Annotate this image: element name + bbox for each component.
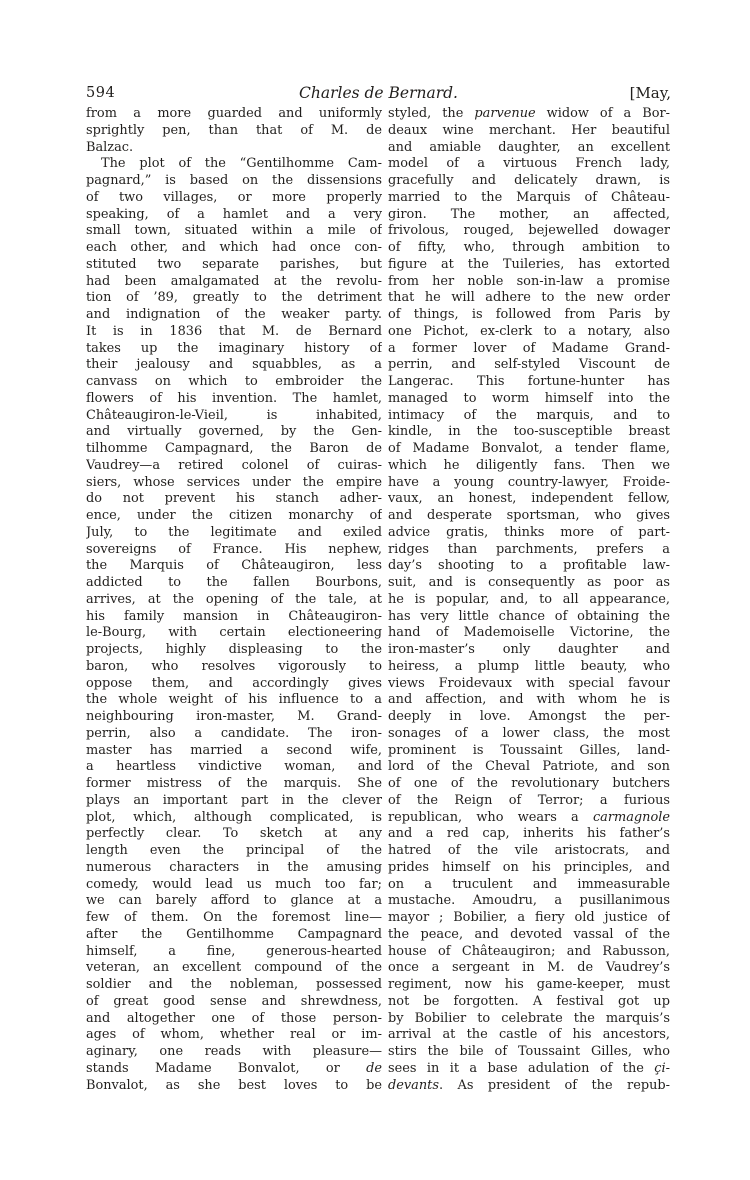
text-line bbox=[388, 391, 670, 408]
text-run: hatred of the vile aristocrats, and bbox=[388, 843, 670, 858]
text-run: and affection, and with whom he is bbox=[388, 692, 670, 708]
text-run: a heartless vindictive woman, and bbox=[86, 759, 382, 775]
text-line bbox=[86, 357, 382, 374]
text-run: iron-master’s only daughter and bbox=[388, 642, 670, 657]
text-line bbox=[86, 642, 382, 659]
text-line bbox=[388, 542, 670, 559]
text-run: advice gratis, thinks more of part- bbox=[388, 524, 670, 540]
text-line bbox=[86, 1011, 382, 1028]
text-line bbox=[86, 391, 382, 408]
text-line bbox=[388, 207, 670, 224]
text-line bbox=[388, 123, 670, 140]
text-line bbox=[86, 190, 382, 207]
text-line bbox=[388, 1078, 670, 1095]
text-line bbox=[388, 1044, 670, 1061]
text-run: from a more guarded and uniformly bbox=[86, 106, 382, 121]
text-run: speaking, of a hamlet and a very bbox=[86, 206, 382, 222]
text-run: tion of ’89, greatly to the detriment bbox=[86, 290, 382, 306]
text-run: flowers of his invention. The hamlet, bbox=[86, 390, 382, 406]
text-line bbox=[86, 726, 382, 743]
text-run: projects, highly displeasing to the bbox=[86, 642, 382, 657]
text-run: that he will adhere to the new order bbox=[388, 290, 670, 306]
text-run: from her noble son-in-law a promise bbox=[388, 273, 670, 289]
text-run: July, to the legitimate and exiled bbox=[86, 524, 382, 540]
text-run: after the Gentilhomme Campagnard bbox=[86, 926, 382, 942]
text-run: had been amalgamated at the revolu- bbox=[86, 273, 382, 289]
text-line bbox=[388, 324, 670, 341]
text-run: It is in 1836 that M. de Bernard bbox=[86, 323, 382, 339]
text-line bbox=[388, 977, 670, 994]
text-line bbox=[388, 759, 670, 776]
italic-text: devants bbox=[388, 1077, 439, 1093]
text-line bbox=[86, 1061, 382, 1078]
text-run: siers, whose services under the empire bbox=[86, 474, 382, 490]
text-line bbox=[388, 609, 670, 626]
text-run: he is popular, and, to all appearance, bbox=[388, 591, 670, 607]
text-line bbox=[388, 307, 670, 324]
text-line bbox=[388, 156, 670, 173]
text-line bbox=[388, 424, 670, 441]
text-run: Vaudrey—a retired colonel of cuiras- bbox=[86, 457, 382, 473]
text-run: length even the principal of the bbox=[86, 843, 382, 858]
text-run: pagnard,” is based on the dissensions bbox=[86, 173, 382, 188]
text-line bbox=[86, 910, 382, 927]
text-line bbox=[388, 709, 670, 726]
text-line bbox=[86, 960, 382, 977]
text-run: and amiable daughter, an excellent bbox=[388, 139, 670, 155]
text-line bbox=[86, 240, 382, 257]
text-run: once a sergeant in M. de Vaudrey’s bbox=[388, 960, 670, 976]
running-title: Charles de Bernard. bbox=[299, 84, 458, 102]
text-run: The plot of the “Gentilhomme Cam- bbox=[101, 156, 382, 172]
text-line bbox=[86, 542, 382, 559]
text-run: republican, who wears a bbox=[388, 809, 593, 825]
text-run: baron, who resolves vigorously to bbox=[86, 658, 382, 674]
text-run: gracefully and delicately drawn, is bbox=[388, 173, 670, 188]
text-run: day’s shooting to a profitable law- bbox=[388, 558, 670, 574]
text-line bbox=[388, 910, 670, 927]
text-run: tilhomme Campagnard, the Baron de bbox=[86, 441, 382, 456]
text-line bbox=[388, 592, 670, 609]
text-run: sovereigns of France. His nephew, bbox=[86, 541, 382, 557]
text-run: of things, is followed from Paris by bbox=[388, 307, 670, 322]
text-line bbox=[86, 374, 382, 391]
text-line bbox=[86, 491, 382, 508]
text-line bbox=[86, 475, 382, 492]
text-run: house of Châteaugiron; and Rabusson, bbox=[388, 943, 670, 959]
text-run: lord of the Cheval Patriote, and son bbox=[388, 759, 670, 775]
text-run: prides himself on his principles, and bbox=[388, 859, 670, 875]
text-run: stirs the bile of Toussaint Gilles, who bbox=[388, 1044, 670, 1059]
text-line bbox=[86, 441, 382, 458]
text-run: styled, the bbox=[388, 106, 475, 121]
text-line bbox=[388, 793, 670, 810]
text-line bbox=[86, 994, 382, 1011]
text-line bbox=[388, 257, 670, 274]
text-run: frivolous, rouged, bejewelled dowager bbox=[388, 223, 670, 239]
text-run: numerous characters in the amusing bbox=[86, 859, 382, 875]
text-line bbox=[388, 676, 670, 693]
text-run: perrin, also a candidate. The iron- bbox=[86, 725, 382, 741]
text-run: Balzac. bbox=[86, 139, 134, 155]
text-run: small town, situated within a mile of bbox=[86, 223, 382, 239]
text-run: which he diligently fans. Then we bbox=[388, 457, 670, 473]
text-line bbox=[86, 424, 382, 441]
text-line bbox=[388, 927, 670, 944]
text-run: soldier and the nobleman, possessed bbox=[86, 977, 382, 992]
text-run: do not prevent his stanch adher- bbox=[86, 491, 382, 507]
text-line bbox=[388, 575, 670, 592]
text-run: veteran, an excellent compound of the bbox=[86, 960, 382, 976]
text-line bbox=[388, 843, 670, 860]
text-line bbox=[86, 575, 382, 592]
text-run: of fifty, who, through ambition to bbox=[388, 240, 670, 255]
text-line bbox=[86, 609, 382, 626]
text-line bbox=[388, 491, 670, 508]
text-run: arrival at the castle of his ancestors, bbox=[388, 1027, 670, 1043]
text-run: of Madame Bonvalot, a tender flame, bbox=[388, 441, 670, 456]
text-line bbox=[388, 776, 670, 793]
text-run: the peace, and devoted vassal of the bbox=[388, 926, 670, 942]
text-run: sonages of a lower class, the most bbox=[388, 725, 670, 741]
text-run: one Pichot, ex-clerk to a notary, also bbox=[388, 323, 670, 339]
text-run: Langerac. This fortune-hunter has bbox=[388, 374, 670, 389]
text-line bbox=[388, 558, 670, 575]
text-line bbox=[388, 826, 670, 843]
issue-label: [May, bbox=[629, 84, 671, 102]
text-line bbox=[86, 743, 382, 760]
text-run: giron. The mother, an affected, bbox=[388, 206, 670, 222]
text-line bbox=[86, 207, 382, 224]
text-line bbox=[388, 860, 670, 877]
text-run: each other, and which had once con- bbox=[86, 240, 382, 255]
text-run: addicted to the fallen Bourbons, bbox=[86, 575, 382, 590]
text-run: deaux wine merchant. Her beautiful bbox=[388, 122, 670, 138]
text-run: aginary, one reads with pleasure— bbox=[86, 1044, 382, 1059]
text-line bbox=[388, 810, 670, 827]
text-run: has very little chance of obtaining the bbox=[388, 608, 670, 624]
text-line bbox=[86, 274, 382, 291]
text-line bbox=[388, 240, 670, 257]
text-run: . As president of the repub- bbox=[438, 1077, 670, 1093]
text-run: deeply in love. Amongst the per- bbox=[388, 709, 670, 724]
text-line bbox=[388, 173, 670, 190]
text-run: stands Madame Bonvalot, or bbox=[86, 1060, 367, 1076]
text-run: Châteaugiron-le-Vieil, is inhabited, bbox=[86, 407, 382, 423]
text-run: married to the Marquis of Château- bbox=[388, 189, 670, 205]
text-line bbox=[86, 1027, 382, 1044]
text-line bbox=[86, 458, 382, 475]
text-line bbox=[86, 944, 382, 961]
text-run: Bonvalot, as she best loves to be bbox=[86, 1077, 382, 1093]
text-line bbox=[388, 341, 670, 358]
text-line bbox=[388, 274, 670, 291]
text-line bbox=[86, 592, 382, 609]
text-line bbox=[86, 843, 382, 860]
text-run: of the Reign of Terror; a furious bbox=[388, 792, 670, 808]
text-run: a former lover of Madame Grand- bbox=[388, 340, 670, 356]
left-text-column bbox=[86, 106, 382, 1094]
text-run: by Bobilier to celebrate the marquis’s bbox=[388, 1010, 670, 1026]
page-number: 594 bbox=[86, 85, 116, 101]
text-run: of great good sense and shrewdness, bbox=[86, 993, 382, 1009]
text-line bbox=[388, 877, 670, 894]
text-line bbox=[388, 508, 670, 525]
text-line bbox=[388, 525, 670, 542]
text-line bbox=[388, 441, 670, 458]
text-line bbox=[86, 877, 382, 894]
text-run: plays an important part in the clever bbox=[86, 792, 382, 808]
text-run: views Froidevaux with special favour bbox=[388, 675, 670, 691]
text-line bbox=[86, 893, 382, 910]
italic-text: parvenue bbox=[474, 106, 536, 121]
text-line bbox=[86, 223, 382, 240]
text-line bbox=[86, 692, 382, 709]
text-run: widow of a Bor- bbox=[535, 106, 670, 121]
text-line bbox=[86, 525, 382, 542]
text-run: and desperate sportsman, who gives bbox=[388, 508, 670, 523]
text-run: sprightly pen, than that of M. de bbox=[86, 122, 382, 138]
text-line bbox=[86, 140, 382, 157]
text-run: ridges than parchments, prefers a bbox=[388, 541, 670, 557]
text-line bbox=[86, 793, 382, 810]
text-line bbox=[388, 960, 670, 977]
text-line bbox=[86, 307, 382, 324]
text-line bbox=[388, 642, 670, 659]
text-run: master has married a second wife, bbox=[86, 742, 382, 758]
text-line bbox=[388, 223, 670, 240]
text-line bbox=[388, 944, 670, 961]
italic-text: çi- bbox=[654, 1060, 670, 1076]
text-line bbox=[388, 692, 670, 709]
text-line bbox=[86, 810, 382, 827]
text-line bbox=[86, 860, 382, 877]
text-line bbox=[388, 408, 670, 425]
text-run: figure at the Tuileries, has extorted bbox=[388, 256, 670, 272]
text-run: the Marquis of Châteaugiron, less bbox=[86, 558, 382, 574]
text-run: the whole weight of his influence to a bbox=[86, 692, 382, 708]
text-run: stituted two separate parishes, but bbox=[86, 256, 382, 272]
text-run: and a red cap, inherits his father’s bbox=[388, 826, 670, 842]
text-line bbox=[388, 1011, 670, 1028]
text-run: perfectly clear. To sketch at any bbox=[86, 826, 382, 842]
text-run: prominent is Toussaint Gilles, land- bbox=[388, 742, 670, 758]
text-run: mayor ; Bobilier, a fiery old justice of bbox=[388, 910, 670, 925]
text-line bbox=[86, 324, 382, 341]
text-run: suit, and is consequently as poor as bbox=[388, 575, 670, 590]
text-run: managed to worm himself into the bbox=[388, 390, 670, 406]
text-line bbox=[388, 743, 670, 760]
text-run: model of a virtuous French lady, bbox=[388, 156, 670, 172]
text-line bbox=[388, 475, 670, 492]
text-line bbox=[388, 140, 670, 157]
text-run: arrives, at the opening of the tale, at bbox=[86, 591, 382, 607]
text-line bbox=[388, 893, 670, 910]
text-line bbox=[388, 1061, 670, 1078]
text-run: canvass on which to embroider the bbox=[86, 374, 382, 389]
text-run: former mistress of the marquis. She bbox=[86, 776, 382, 791]
text-run: kindle, in the too-susceptible breast bbox=[388, 424, 670, 440]
text-line bbox=[388, 625, 670, 642]
italic-text: de bbox=[366, 1060, 382, 1076]
text-line bbox=[86, 106, 382, 123]
text-run: intimacy of the marquis, and to bbox=[388, 407, 670, 423]
text-run: of two villages, or more properly bbox=[86, 189, 382, 205]
text-line bbox=[86, 508, 382, 525]
running-header bbox=[86, 84, 671, 104]
text-line bbox=[86, 659, 382, 676]
text-line bbox=[388, 458, 670, 475]
text-run: his family mansion in Châteaugiron- bbox=[86, 608, 382, 624]
text-line bbox=[86, 977, 382, 994]
text-run: sees in it a base adulation of the bbox=[388, 1060, 655, 1076]
text-run: takes up the imaginary history of bbox=[86, 340, 382, 356]
text-line bbox=[388, 357, 670, 374]
text-line bbox=[388, 1027, 670, 1044]
text-line bbox=[86, 676, 382, 693]
text-run: on a truculent and immeasurable bbox=[388, 876, 670, 892]
text-line bbox=[86, 709, 382, 726]
text-run: and indignation of the weaker party. bbox=[86, 307, 382, 322]
text-run: of one of the revolutionary butchers bbox=[388, 776, 670, 791]
text-line bbox=[388, 374, 670, 391]
text-line bbox=[388, 290, 670, 307]
text-line bbox=[86, 173, 382, 190]
text-run: ence, under the citizen monarchy of bbox=[86, 508, 382, 523]
text-run: comedy, would lead us much too far; bbox=[86, 876, 382, 892]
text-line bbox=[86, 625, 382, 642]
text-line bbox=[388, 190, 670, 207]
text-run: neighbouring iron-master, M. Grand- bbox=[86, 709, 382, 724]
text-line bbox=[86, 257, 382, 274]
text-run: himself, a fine, generous-hearted bbox=[86, 943, 382, 959]
text-line bbox=[86, 290, 382, 307]
text-run: and virtually governed, by the Gen- bbox=[86, 424, 382, 440]
text-run: hand of Mademoiselle Victorine, the bbox=[388, 625, 670, 641]
text-run: their jealousy and squabbles, as a bbox=[86, 357, 382, 373]
text-run: mustache. Amoudru, a pusillanimous bbox=[388, 893, 670, 909]
text-run: have a young country-lawyer, Froide- bbox=[388, 474, 670, 490]
text-line bbox=[388, 726, 670, 743]
text-run: vaux, an honest, independent fellow, bbox=[388, 491, 670, 507]
text-run: not be forgotten. A festival got up bbox=[388, 993, 670, 1009]
text-run: we can barely afford to glance at a bbox=[86, 893, 382, 909]
text-run: oppose them, and accordingly gives bbox=[86, 675, 382, 691]
text-run: plot, which, although complicated, is bbox=[86, 809, 382, 825]
right-text-column bbox=[388, 106, 670, 1094]
text-line bbox=[86, 341, 382, 358]
text-run: and altogether one of those person- bbox=[86, 1010, 382, 1026]
text-line bbox=[388, 994, 670, 1011]
text-line bbox=[86, 408, 382, 425]
text-line bbox=[86, 123, 382, 140]
text-run: heiress, a plump little beauty, who bbox=[388, 658, 670, 674]
text-line bbox=[388, 659, 670, 676]
text-run: ages of whom, whether real or im- bbox=[86, 1027, 382, 1043]
text-line bbox=[86, 826, 382, 843]
italic-text: carmagnole bbox=[592, 809, 670, 825]
text-line bbox=[388, 106, 670, 123]
text-line bbox=[86, 558, 382, 575]
text-run: le-Bourg, with certain electioneering bbox=[86, 625, 382, 641]
text-line bbox=[86, 1078, 382, 1095]
text-run: few of them. On the foremost line— bbox=[86, 910, 382, 925]
text-line bbox=[86, 927, 382, 944]
text-line bbox=[86, 156, 382, 173]
text-line bbox=[86, 776, 382, 793]
text-line bbox=[86, 1044, 382, 1061]
text-run: regiment, now his game-keeper, must bbox=[388, 977, 670, 992]
text-line bbox=[86, 759, 382, 776]
text-run: perrin, and self-styled Viscount de bbox=[388, 357, 670, 373]
